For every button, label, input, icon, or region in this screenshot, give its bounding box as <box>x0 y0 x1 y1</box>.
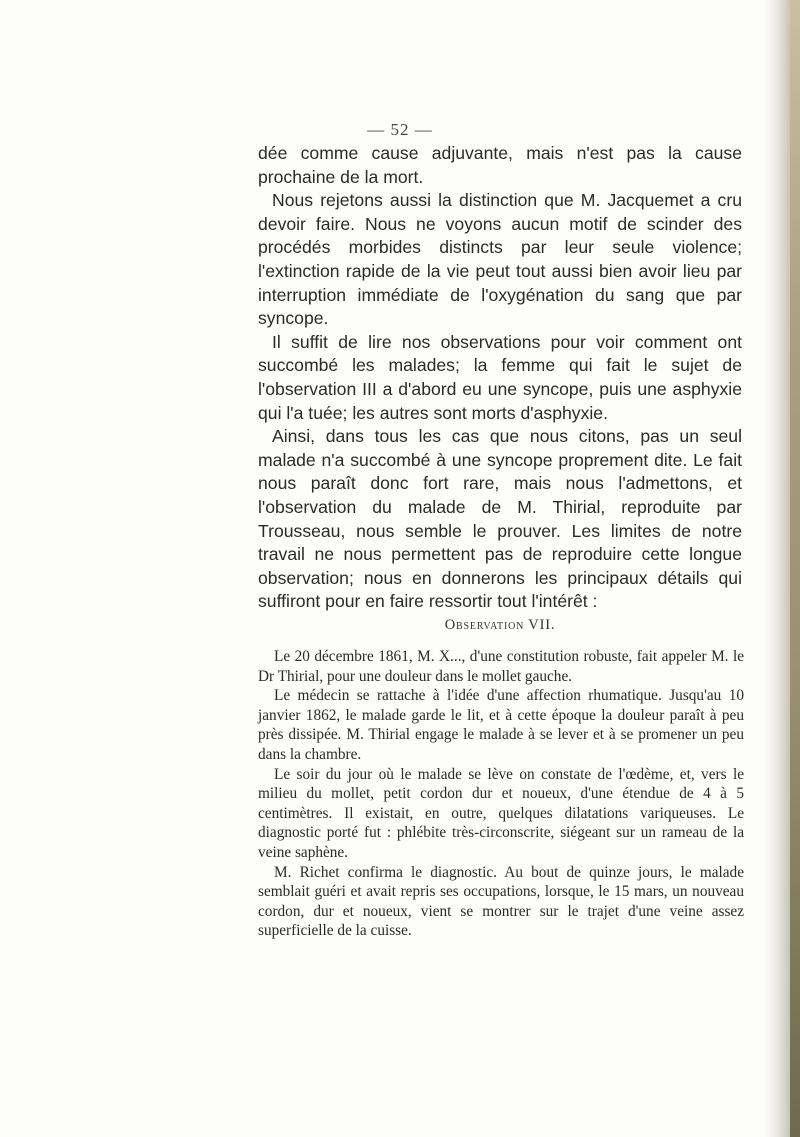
main-text <box>258 142 742 614</box>
book-spine-edge <box>790 0 800 1137</box>
observation-heading: Observation VII. <box>444 617 556 633</box>
observation-paragraph: M. Richet confirma le diagnostic. Au bout de quinze jours, le malade semblait guéri et avait repris ses occupations, lorsque, le 15 mars, un nouveau cordon, dur et noueux, vient se montrer sur le trajet d'une veine assez superficielle de la cuisse. <box>258 863 744 940</box>
observation-text <box>258 647 744 941</box>
paragraph: Nous rejetons aussi la distinction que M. Jacquemet a cru devoir faire. Nous ne voyons aucun motif de scinder des procédés morbides distincts par leur seule violence; l'extinction rapide de la vie peut tout aussi bien avoir lieu par interruption immédiate de l'oxygénation du sang que par syncope. <box>258 190 742 329</box>
page-number: — 52 — <box>367 120 433 139</box>
paragraph: Il suffit de lire nos observations pour voir comment ont succombé les malades; la femme qui fait le sujet de l'observation III a d'abord eu une syncope, puis une asphyxie qui l'a tuée; les autres sont morts d'asphyxie. <box>258 331 742 423</box>
paragraph: Ainsi, dans tous les cas que nous citons, pas un seul malade n'a succombé à une syncope proprement dite. Le fait nous paraît donc fort rare, mais nous l'admettons, et l'observation du malade de M. Thirial, reproduite par Trousseau, nous semble le prouver. Les limites de notre travail ne nous permettent pas de reproduire cette longue observation; nous en donnerons les principaux détails qui suffiront pour en faire ressortir tout l'intérêt : <box>258 426 742 612</box>
paragraph: dée comme cause adjuvante, mais n'est pas la cause prochaine de la mort. <box>258 143 742 187</box>
observation-paragraph: Le médecin se rattache à l'idée d'une affection rhumatique. Jusqu'au 10 janvier 1862, le malade garde le lit, et à cette époque la douleur paraît à peu près dissipée. M. Thirial engage le malade à se lever et à se promener un peu dans la chambre. <box>258 687 744 763</box>
observation-paragraph: Le 20 décembre 1861, M. X..., d'une constitution robuste, fait appeler M. le Dr Thirial, pour une douleur dans le mollet gauche. <box>258 648 744 685</box>
observation-paragraph: Le soir du jour où le malade se lève on constate de l'œdème, et, vers le milieu du mollet, petit cordon dur et noueux, d'une étendue de 4 à 5 centimètres. Il existait, en outre, quelques dilatations variqueuses. Le diagnostic porté fut : phlébite très-circonscrite, siégeant sur un rameau de la veine saphène. <box>258 765 744 861</box>
